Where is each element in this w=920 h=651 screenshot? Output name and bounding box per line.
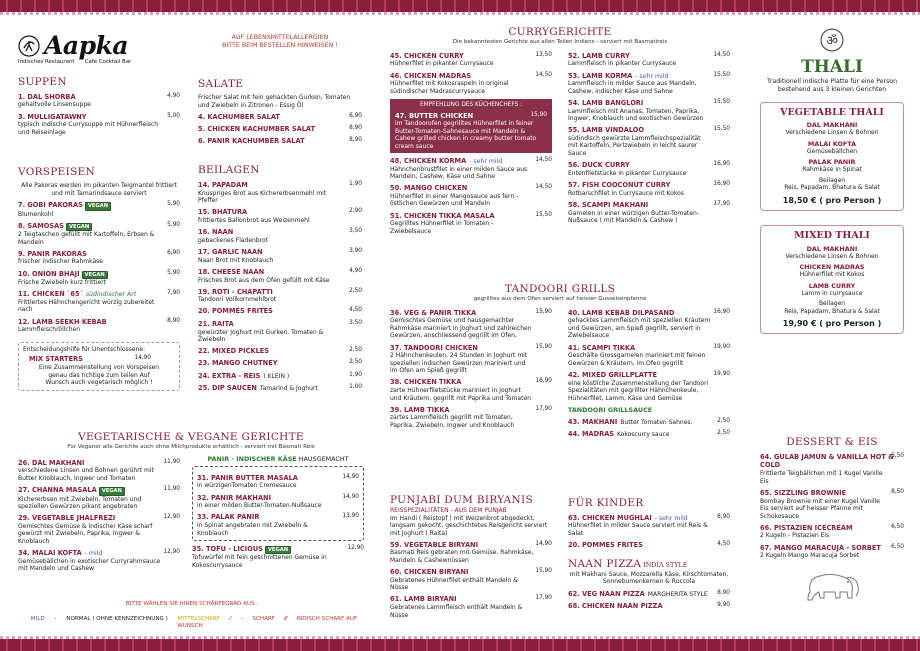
veg-intro: Für Veganer alle Gerichte auch ohne Milchprodukte erhältlich - serviert mit Basmati Reis [67,444,315,451]
section-tandoori: TANDOORI GRILLS gegrilltes aus dem Ofen serviert auf heisser Gusseisenpfanne 36. VEG & PANIR TIKKA 15,90 Gemischtes Gemüse und hausgemachter Rahmkäse mariniert in Joghurt und zahlreichen Gewürzen, anschliessend gegrillt im Ofen, 37. TANDOORI CHICKEN 15,90 2 Hähnchenkeulen, 24 Stunden in Joghurt mit speziellen indischen Gewürzen mariniert und im Ofen am Spieß gegrillt 38. CHICKEN TIKKA 16,90 zarte Hühnerfiletstücke mariniert in Joghurt und Kräutern, gegrillt mit Paprika und Tomaten 39. LAMB TIKKA 17,90 zartes Lammfleisch gegrillt mit Tomaten, Paprika, Zwiebeln, Ingwer und Knoblauch 40. LAMB KEBAB DILPASAND 16,90 gehacktes Lammfleisch mit speziellen Kräutern und Gewürzen, am Spieß gegrillt, serviert in Zwiebelsauce 41. SCAMPI TIKKA 19,90 Geschälte Grossgarnelen mariniert mit feinen Gewürzen & Kräutern, im Ofen gegrillt 42. MIXED GRILLPLATTE 19,90 eine köstliche Zusammenstellung der Tandoori Spezialitäten mit gegrillter Hähnchenkeule, Hühnerfilet, Lamm, Käse und Gemüse TANDOORI GRILLSAUCE 43. MAKHANI Butter Tomaten Sahnes. 2,50 44. MADRAS Kokoscurry sauce 2,50 [390,283,730,439]
item-price: 11,90 [163,458,180,465]
item-description: gehaltvolle Linsensuppe [18,101,91,109]
item-price: 3,50 [349,319,362,326]
item-price: 16,90 [535,378,552,385]
item-name: 54. LAMB BANGLORI [568,98,644,107]
chef-recommendation: EMPFEHLUNG DES KÜCHENCHEFS : 47. BUTTER CHICKEN 15,90 im Tandoorofen gegrilltes Hühnerfilet in feiner Butter-Tomaten-Sahnesauce mit Mandeln & Cahew grilled chicken in creamy butter tomato cream sauce [390,99,552,153]
item-name: 65. SIZZLING BROWNIE [760,488,847,497]
item-name: 16. NAAN [198,228,234,237]
item-price: 5,00 [167,112,180,119]
section-kinder: FÜR KINDER 63. CHICKEN MUGHLAI - sehr mild 8,90 Hühnerfilet in milder Sauce serviert mit Reis & Salat 20. POMMES FRITES 4,50 NAAN PIZZA INDIA STYLE mit Makhani Sauce, Mozzarella Käse, Kirschtomaten, Sonnebumenkernen & Ruccola 62. VEG NAAN PIZZA MARGHERITA STYLE 8,90 68. CHICKEN NAAN PIZZA 9,90 [568,497,730,610]
item-description: Garnelen in einer würzigen Butter-Tomaten-Nußsauce ( mit Mandeln & Cashew ) [568,209,699,225]
item-price: 12,90 [163,548,180,555]
brand-logo [18,30,131,66]
item-description: Geschälte Grossgarnelen mariniert mit feinen Gewürzen & Kräutern, im Ofen gegrillt [568,352,706,367]
item-description: südindisch gewürzte Lammfleischspezialität mit Kartoffeln, Perlzwiebeln in leicht saurer Sauce [568,134,701,157]
menu-item: 25. DIP SAUCEN Tamarind & Joghurt 1,00 [198,384,362,393]
chili-icon: ⁄⁄ [284,615,287,622]
panir-box [192,466,364,541]
item-description: Frische Zwiebeln kurz frittiert [18,279,106,287]
menu-item [390,212,552,236]
item-name: 42. MIXED GRILLPLATTE [568,370,657,379]
mixed-thali-card: MIXED THALI DAL MAKHANI Verschiedene Linsen & Bohnen CHICKEN MADRAS Hühnerfilet mit Kokos LAMB CURRY Lamm in currysauce Beilagen Reis, Papadam, Bhatura & Salat 19,90 € ( pro Person ) [760,225,904,334]
mild-label: - sehr mild [469,157,503,165]
item-name: 59. VEGETABLE BIRYANI [390,540,479,549]
item-name: 12. LAMB SEEKH KEBAB [18,317,107,326]
item-name: 14. PAPADAM [198,180,248,189]
item-name: 52. LAMB CURRY [568,51,630,60]
item-description: Gebratenes Lammfleisch enthält Mandeln & Nüsse [390,604,523,619]
item-name: 9. PANIR PAKORAS [18,249,87,258]
decorative-border-top [0,0,920,12]
item-description: Blumenkohl [18,210,54,218]
menu-item [390,568,552,592]
menu-item [390,541,552,565]
menu-item [198,320,362,344]
item-name: 66. PISTAZIEN ICECREAM [760,523,853,532]
item-name: 64. GULAB JAMUN & VANILLA HOT & COLD [760,452,894,470]
item-price: 17,90 [535,405,552,412]
item-price: 7,90 [167,290,180,297]
menu-item [568,344,730,368]
item-price: 17,90 [713,200,730,207]
item-name: 61. LAMB BIRYANI [390,595,457,604]
menu-item [760,524,904,540]
section-thali: ॐ THALI Traditionell indische Platte für eine Person bestehend aus 3 kleinen Gerichten VEGETABLE THALI DAL MAKHANI Verschiedene Linsen & Bohnen MALAI KOFTA Gemüsebällchen PALAK PANIR Rahmkäse in Spinat Beilagen Reis, Papadam, Bhatura & Salat 18,50 € ( pro Person ) MIXED THALI DAL MAKHANI Verschiedene Linsen & Bohnen CHICKEN MADRAS Hühnerfilet mit Kokos LAMB CURRY Lamm in currysauce Beilagen Reis, Papadam, Bhatura & Salat 19,90 € ( pro Person ) [760,28,904,334]
item-description: Gemüsebällchen in exotischer Curryrahmsauce mit Mandeln und Cashew [18,557,161,573]
menu-item [760,489,904,520]
item-name: 7. GOBI PAKORAS [18,201,83,210]
thali-dish: DAL MAKHANI [806,121,858,130]
item-price: 14,50 [535,71,552,78]
item-name: 6. PANIR KACHUMBER SALAT [198,137,305,146]
item-description: Frisches Brot aus dem Ofen gefüllt mit Käse [198,276,330,284]
item-name: 55. LAMB VINDALOO [568,126,644,135]
menu-item [18,549,180,573]
menu-item [18,93,180,109]
item-name: 8. SAMOSAS [18,221,65,230]
menu-item [18,486,180,511]
item-price: 6,50 [891,523,904,530]
section-title-tandoori: TANDOORI GRILLS [504,283,616,295]
menu-item: 44. MADRAS Kokoscurry sauce 2,50 [568,430,730,439]
item-price: 15,50 [713,98,730,105]
item-description: Tandoori Vollkornmehlbrot [198,296,277,304]
menu-item [568,181,730,197]
item-name: 10. ONION BHAJI [18,269,80,278]
item-name: 24. EXTRA - REIS [198,371,261,380]
item-description: Hühnerfilet mit Kokosraspeln in original südindischer Madrascurrysauce [390,80,509,95]
menu-item [198,228,362,244]
item-price: 8,90 [717,589,730,596]
vegan-badge: VEGAN [66,223,92,232]
item-price: 15,90 [535,343,552,350]
item-name: 40. LAMB KEBAB DILPASAND [568,308,675,317]
section-biryani: PUNJABI DUM BIRYANIS REISSPEZIALITÄTEN - AUS DEM PUNJAB Im Handi ( Reistopf ) mit Weizenbrot abgedeckt, langsam gekocht, geschichtetes Reisgericht serviert mit Joghurt ( Raita) 59. VEGETABLE BIRYANI 14,90 Basmati Reis gebraten mit Gemüse, Rahmkäse, Mandeln & Cashewnüssen 60. CHICKEN BIRYANI 15,90 Gebratenes Hühnerfilet enthält Mandeln & Nüsse 61. LAMB BIRYANI 17,90 Gebratenes Lammfleisch enthält Mandeln & Nüsse [390,494,552,619]
item-price: 6,50 [891,543,904,550]
item-description: Basmati Reis gebraten mit Gemüse, Rahmkäse, Mandeln & Cashewnüssen [390,549,534,564]
svg-text:ॐ: ॐ [826,34,838,49]
menu-item [197,474,359,490]
item-price: 6,90 [167,249,180,256]
menu-item [18,318,180,334]
item-price: 3,50 [349,228,362,235]
menu-item [390,378,552,402]
item-name: 19. ROTI - CHAPATTI [198,287,273,296]
chili-icon: ⁄ [229,615,231,622]
section-dessert [760,436,904,605]
menu-item: 11. CHICKEN `65´ südindischer Art 7,90 Frittiertes Hähnchengericht würzig zubereitet nach [18,290,180,314]
item-name: 32. PANIR MAKHANI [197,493,272,502]
menu-item [18,514,180,545]
thali-dish: LAMB CURRY [808,281,856,290]
item-price: 4,50 [349,307,362,314]
item-price: 8,50 [891,488,904,495]
menu-item [197,494,359,510]
section-title-vorspeisen: VORSPEISEN [18,166,96,179]
item-name: 20. POMMES FRITES [198,307,273,316]
menu-item [390,595,552,619]
item-price: 17,90 [535,595,552,602]
vegan-badge: VEGAN [82,271,108,280]
item-name: 48. CHICKEN KORMA [390,156,467,165]
item-name: 44. MADRAS [568,430,615,439]
item-description: zarte Hühnerfiletstücke mariniert in Joghurt und Kräutern, gegrillt mit Paprika und Tomaten [390,387,531,402]
item-price: 2,50 [349,347,362,354]
item-name: 33. PALAK PANIR [197,513,260,522]
mild-label: - mild [84,549,103,557]
item-name: 21. RAITA [198,319,234,328]
mild-label: - sehr mild [654,514,688,522]
item-price: 11,90 [163,486,180,493]
item-description: verschiedene Linsen und Bohnen gerührt mit Butter Knoblauch, Ingwer und Tomaten [18,467,154,482]
item-price: 12,90 [163,514,180,521]
menu-item [197,513,359,537]
item-price: 15,90 [535,308,552,315]
item-description: Hähnchenbrustfilet in einer milden Sauce aus Mandeln, Cashew, Käse und Sahne [390,165,528,181]
item-price: 6,50 [891,452,904,459]
menu-item [198,347,362,356]
item-description: Lammfleisch in pikanter Currysauce [568,60,677,68]
menu-item [198,307,362,316]
item-price: 8,90 [167,317,180,324]
menu-item: 43. MAKHANI Butter Tomaten Sahnes. 2,50 [568,417,730,426]
item-name: 3. MULLIGATAWNY [18,112,87,121]
item-description: Lammfleischröllchen [18,326,81,334]
item-description: Hühnerfilet in milder Sauce serviert mit Reis & Salat [568,522,708,537]
column-salate-beilagen [198,78,362,393]
section-title-biryani: PUNJABI DUM BIRYANIS [390,494,533,506]
item-name: 4. KACHUMBER SALAT [198,112,280,121]
menu-item: 62. VEG NAAN PIZZA MARGHERITA STYLE 8,90 [568,589,730,598]
menu-item: 24. EXTRA - REIS ( KLEIN ) 1,90 [198,371,362,380]
menu-item [568,602,730,611]
thali-dish: PALAK PANIR [808,158,856,167]
menu-item [198,359,362,368]
vegetable-thali-card: VEGETABLE THALI DAL MAKHANI Verschiedene Linsen & Bohnen MALAI KOFTA Gemüsebällchen PALAK PANIR Rahmkäse in Spinat Beilagen Reis, Papadam, Bhatura & Salat 18,50 € ( pro Person ) [760,102,904,211]
thali-dish: CHICKEN MADRAS [799,263,865,272]
menu-item [198,288,362,304]
vegan-badge: VEGAN [85,202,111,211]
item-price: 14,90 [342,473,359,480]
menu-item [760,453,904,486]
item-description: Rotbarschfilet in Currysauce mit Kokos [568,189,684,197]
item-description: Hühnerfilet in einer Mangosauce aus fern - östlichen Gewürzen und Mandeln [390,192,519,208]
vegan-badge: VEGAN [265,546,291,555]
item-price: 8,90 [349,137,362,144]
allergy-notice: AUF LEBENSMITTELALLERGIEN BITTE BEIM BESTELLEN HINWEISEN ! [222,34,338,49]
item-name: 62. VEG NAAN PIZZA [568,589,645,598]
item-description: Gemischtes Gemüse & indischer Käse scharf gewürzt mit Zwiebeln, Paprika, Ingwer & Knoblauch [18,522,153,545]
item-description: in würzigenTomaten Cremesauce [197,482,297,490]
item-price: 5,90 [167,221,180,228]
menu-item [198,268,362,284]
item-description: Naan Brot mit Knoblauch [198,256,274,264]
item-description: gehacktes Lammfleisch mit speziellen Kräutern und Gewürzen, am Spieß gegrillt, serviert in Zwiebelsauce [568,317,711,340]
item-name: 23. MANGO CHUTNEY [198,359,278,368]
om-icon [760,28,904,55]
item-price: 2,90 [349,208,362,215]
item-name: 25. DIP SAUCEN [198,384,257,393]
item-price: 15,50 [713,126,730,133]
menu-item [198,137,362,146]
item-description: Frittiertes Hähnchengericht würzig zubereitet nach [18,298,155,314]
item-description: Lammfleisch in milder Sauce aus Mandeln, Cashew, indischer Käse und Sahne [568,80,697,95]
item-name: 20. POMMES FRITES [568,541,643,550]
item-description: 2 Kugeln - Pistazien Eis [760,532,830,540]
menu-item [18,270,180,287]
menu-item [198,125,362,134]
section-title-dessert: DESSERT & EIS [786,436,878,448]
menu-item [18,459,180,483]
menu-item [18,113,180,137]
section-title-veg: VEGETARISCHE & VEGANE GERICHTE [78,431,304,443]
item-price: 3,90 [349,247,362,254]
item-description: eine köstliche Zusammenstellung der Tandoori Spezialitäten mit gegrillter Hähnchenkeule, Hühnerfilet, Lamm, Käse und Gemüse [568,379,709,402]
item-description: zartes Lammfleisch gegrillt mit Tomaten, Paprika, Zwiebeln, Ingwer und Knoblauch [390,414,515,429]
menu-item [568,541,730,550]
brand-name: Aapka [44,31,129,60]
item-name: 34. MALAI KOFTA [18,548,82,557]
item-name: 41. SCAMPI TIKKA [568,343,636,352]
item-price: 14,50 [713,51,730,58]
item-description: Bombay Brownie mit einer Kugel Vanille Eis serviert auf heisser Pfanne mit Schokosauce [760,497,880,520]
section-title-salate: SALATE [198,78,244,90]
item-description: in Spinat angebraten mit Zwiebeln & Knoblauch [197,522,308,537]
item-price: 8,90 [349,125,362,132]
item-price: 14,50 [535,184,552,191]
menu-item [198,248,362,264]
item-price: 5,90 [167,269,180,276]
column-suppen-vorspeisen [18,76,180,391]
item-price: 14,90 [535,540,552,547]
item-price: 16,90 [713,180,730,187]
item-price: 14,90 [342,493,359,500]
menu-item [390,157,552,181]
menu-item [198,181,362,205]
item-name: 67. MANGO MARACUJA - SORBET [760,543,881,552]
item-name: 29. VEGETABLE JHALFREZI [18,514,116,523]
item-name: 5. CHICKEN KACHUMBER SALAT [198,125,315,134]
section-title-suppen: SUPPEN [18,76,67,88]
item-name: 31. PANIR BUTTER MASALA [197,473,298,482]
menu-item [568,371,730,402]
item-price: 1,90 [349,180,362,187]
item-name: 22. MIXED PICKLES [198,347,270,356]
item-description: frischer indischer Rahmkäse [18,258,104,266]
item-name: 46. CHICKEN MADRAS [390,71,472,80]
item-name: 15. BHATURA [198,208,248,217]
item-description: Hühnerfilet in pikanter Currysauce [390,60,494,68]
item-name: 43. MAKHANI [568,417,618,426]
item-name: 50. MANGO CHICKEN [390,184,468,193]
section-title-curry: CURRYGERICHTE [508,26,612,38]
spice-scale: BITTE WÄHLEN SIE IHREN SCHÄRFEGRAD AUS : MILD - NORMAL ( OHNE KENNZEICHNUNG ) MITTELSCHARF ⁄ - SCHARF ⁄⁄ INDISCH SCHARF AUF WUNSCH [30,601,358,629]
item-name: 27. CHANNA MASALA [18,486,97,495]
menu-item [568,201,730,225]
menu-item [568,52,730,68]
item-description: Knuspriges Brot aus Kichererbsenmehl mit Pfeffer [198,189,327,205]
section-curry: CURRYGERICHTE Die bekanntesten Gerichte aus allen Teilen Indiens - serviert mit Basmatireis 45. CHICKEN CURRY 13,50 Hühnerfilet in pikanter Currysauce 46. CHICKEN MADRAS 14,50 Hühnerfilet mit Kokosraspeln in original südindischer Madrascurrysauce EMPFEHLUNG DES KÜCHENCHEFS : 47. BUTTER CHICKEN 15,90 im Tandoorofen gegrilltes Hühnerfilet in feiner Butter-Tomaten-Sahnesauce mit Mandeln & Cahew grilled chicken in creamy butter tomato cream sauce 48. CHICKEN KORMA - sehr mild 14,50 Hähnchenbrustfilet in einer milden Sauce aus Mandeln, Cashew, Käse und Sahne 50. MANGO CHICKEN 14,50 Hühnerfilet in einer Mangosauce aus fern - östlichen Gewürzen und Mandeln 51. CHICKEN TIKKA MASALA 15,50 Gegrilltes Hühnerfilet in Tomaten - Zwiebelsauce 52. LAMB CURRY 14,50 Lammfleisch in pikanter Currysauce 53. LAMB KORMA - sehr mild 15,50 Lammfleisch in milder Sauce aus Mandeln, Cashew, indischer Käse und Sahne 54. LAMB BANGLORI 15,50 Lammfleisch mit Ananas, Tomaten, Paprika, Ingwer, Knoblauch und exotischen Gewürzen 55. LAMB VINDALOO 15,50 südindisch gewürzte Lammfleischspezialität mit Kartoffeln, Perlzwiebeln in leicht saurer Sauce 56. DUCK CURRY 16,90 Entenfiletstücke in pikanter Currysauce 57. FISH COOCONUT CURRY 16,90 Rotbarschfilet in Currysauce mit Kokos 58. SCAMPI MAKHANI 17,90 Garnelen in einer würzigen Butter-Tomaten-Nußsauce ( mit Mandeln & Cashew ) [390,26,730,235]
section-title-naan: NAAN PIZZA [568,557,642,570]
item-description: Gegrilltes Hühnerfilet in Tomaten - Zwiebelsauce [390,220,494,235]
menu-item: 35. TOFU - LICIOUS VEGAN 12,90 Tofuwürfel mit fein geschnittenen Gemüse in Kokoscurrysauce [192,544,364,569]
mild-label: - sehr mild [635,72,669,80]
item-description: Gemischtes Gemüse und hausgemachter Rahmkäse mariniert in Joghurt und zahlreichen Gewürzen, anschliessend gegrillt im Ofen, [390,317,532,340]
dancer-icon [18,35,40,57]
item-price: 8,90 [717,513,730,520]
menu-item [390,406,552,430]
mix-starters-box: Entscheidungshilfe für Unentschlossene: MIX STARTERS 14,90 Eine Zusammenstellung von Vorspeisen genau das richtige zum teilen Auf Wunsch auch vegetarisch möglich ! [18,342,180,391]
item-price: 4,90 [349,267,362,274]
item-price: 4,90 [167,92,180,99]
item-name: 37. TANDOORI CHICKEN [390,343,478,352]
item-price: 14,50 [535,156,552,163]
menu-item [568,161,730,177]
menu-item [390,344,552,375]
mix-starters-name: MIX STARTERS [29,355,83,364]
section-title-beilagen: BEILAGEN [198,164,260,177]
item-name: 36. VEG & PANIR TIKKA [390,308,477,317]
item-name: 68. CHICKEN NAAN PIZZA [568,601,663,610]
item-price: 16,90 [713,161,730,168]
item-price: 13,90 [342,513,359,520]
thali-dish: DAL MAKHANI [806,244,858,253]
menu-item [568,514,730,538]
vorspeisen-intro: Alle Pakoras werden im pikanten Teigmantel frittiert und mit Tamarindsauce serviert [21,182,177,197]
salate-intro: Frischer Salat mit fein gehackten Gurken, Tomaten und Zwiebeln in Zitronen - Essig Öl [198,94,351,109]
menu-item [568,309,730,340]
item-price: 15,90 [535,568,552,575]
item-price: 6,90 [349,112,362,119]
item-price: 16,90 [713,308,730,315]
item-price: 19,90 [713,370,730,377]
item-name: 26. DAL MAKHANI [18,458,85,467]
menu-item [568,72,730,96]
menu-item [18,201,180,218]
item-price: 2,50 [717,417,730,424]
item-description: 2 Kugeln Mango Maracuja Sorbet [760,552,860,560]
item-name: 18. CHEESE NAAN [198,267,265,276]
item-description: gewürzter Joghurt mit Gurken, Tomaten & Zwiebeln [198,328,324,344]
vegan-badge: VEGAN [99,487,125,496]
decorative-border-bottom [0,639,920,651]
menu-item [390,309,552,340]
item-description: 2 Hähnchenkeulen, 24 Stunden in Joghurt mit speziellen indischen Gewürzen mariniert und im Ofen am Spieß gegrillt [390,352,528,375]
item-description: 2 Teigtaschen gefüllt mit Kartoffeln, Erbsen & Mandeln [18,231,155,246]
thali-dish: MALAI KOFTA [807,139,857,148]
item-description: typisch indische Currysuppe mit Hühnerfleisch und Reiseinlage [18,121,159,136]
item-name: 63. CHICKEN MUGHLAI [568,513,652,522]
menu-item [18,222,180,247]
menu-item [568,99,730,123]
thali-title: THALI [801,56,863,77]
item-price: 5,90 [167,201,180,208]
item-name: 45. CHICKEN CURRY [390,51,464,60]
item-price: 1,00 [349,384,362,391]
menu-item [390,52,552,68]
item-description: gebackenes Fladenbrot [198,236,269,244]
item-name: 51. CHICKEN TIKKA MASALA [390,211,495,220]
item-description: in einer milden Butter-Tomaten-Nußsauce [197,502,322,510]
item-description: Lammfleisch mit Ananas, Tomaten, Paprika, Ingwer, Knoblauch und exotischen Gewürzen [568,107,704,123]
item-price: 9,90 [717,601,730,608]
item-price: 15,50 [713,71,730,78]
menu-item [390,184,552,208]
item-name: 1. DAL SHORBA [18,92,76,101]
menu-item [18,250,180,266]
item-price: 19,90 [713,343,730,350]
item-description: Frittierte Teigbällchen mit 1 Kugel Vanille Eis [760,470,883,485]
item-description: Kichererbsen mit Zwiebeln, Tomaten und speziellen Gewürzen pikant angebraten [18,495,142,511]
section-title-kinder: FÜR KINDER [568,497,644,509]
item-name: 39. LAMB TIKKA [390,405,450,414]
item-price: 13,50 [535,51,552,58]
item-name: 60. CHICKEN BIRYANI [390,568,469,577]
item-price: 2,50 [717,430,730,437]
item-name: 17. GARLIC NAAN [198,247,263,256]
item-name: 53. LAMB KORMA [568,71,633,80]
menu-item [390,72,552,96]
item-description: Entenfiletstücke in pikanter Currysauce [568,169,687,177]
menu-item [760,544,904,560]
item-price: 1,90 [349,371,362,378]
menu-item [198,113,362,122]
item-price: 4,50 [717,541,730,548]
menu-item [198,208,362,224]
item-price: 15,50 [535,211,552,218]
menu-item [568,126,730,157]
item-name: 57. FISH COOCONUT CURRY [568,180,671,189]
brand-tagline: Indisches Restaurant Cafe Cocktail Bar [18,59,132,66]
item-description: Gebratenes Hühnerfilet enthält Mandeln & Nüsse [390,576,518,592]
item-name: 38. CHICKEN TIKKA [390,378,462,387]
section-veg: VEGETARISCHE & VEGANE GERICHTE Für Veganer alle Gerichte auch ohne Milchprodukte erhältlich - serviert mit Basmati Reis 26. DAL MAKHANI 11,90 verschiedene Linsen und Bohnen gerührt mit Butter Knoblauch, Ingwer und Tomaten 27. CHANNA MASALA VEGAN 11,90 Kichererbsen mit Zwiebeln, Tomaten und speziellen Gewürzen pikant angebraten 29. VEGETABLE JHALFREZI 12,90 Gemischtes Gemüse & indischer Käse scharf gewürzt mit Zwiebeln, Paprika, Ingwer & Knoblauch 34. MALAI KOFTA - mild 12,90 Gemüsebällchen in exotischer Curryrahmsauce mit Mandeln und Cashew PANIR - INDISCHER KÄSE HAUSGEMACHT 31. PANIR BUTTER MASALA 14,90 in würzigenTomaten Cremesauce 32. PANIR MAKHANI 14,90 in einer milden Butter-Tomaten-Nußsauce 33. PALAK PANIR 13,90 in Spinat angebraten mit Zwiebeln & Knoblauch 35. TOFU - LICIOUS VEGAN 12,90 Tofuwürfel mit fein geschnittenen Gemüse in Kokoscurrysauce [18,431,364,573]
item-name: 58. SCAMPI MAKHANI [568,200,649,209]
item-description: frittiertes Ballonbrot aus Weizenmehl [198,216,310,224]
item-name: 11. CHICKEN `65´ [18,290,83,299]
item-price: 2,50 [349,287,362,294]
item-price: 2,50 [349,359,362,366]
elephant-icon [760,566,904,605]
item-name: 56. DUCK CURRY [568,161,630,170]
